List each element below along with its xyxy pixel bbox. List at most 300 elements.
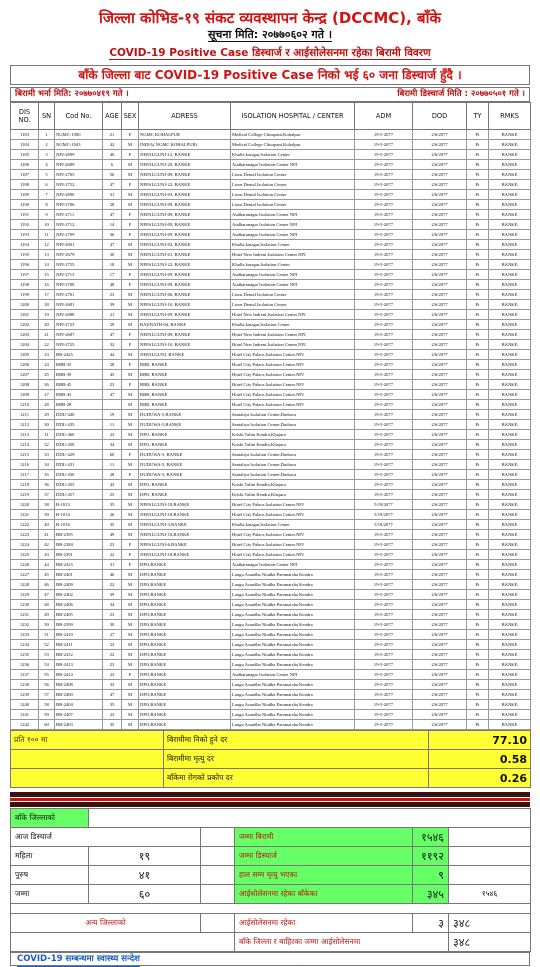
table-cell: NPJ-2690 bbox=[55, 190, 103, 200]
health-message-footer bbox=[10, 952, 530, 966]
table-cell: Pt bbox=[467, 190, 489, 200]
total-value: ६० bbox=[89, 885, 201, 904]
table-cell: DPO,BANKE bbox=[139, 650, 231, 660]
table-cell: NEPALGUNJ-22, BANKE bbox=[139, 180, 231, 190]
table-cell: 35 bbox=[103, 720, 122, 730]
table-cell: BANKE bbox=[489, 420, 531, 430]
table-cell: DDU-440 bbox=[55, 410, 103, 420]
table-cell: Pt bbox=[467, 230, 489, 240]
table-cell: DPO,BANKE bbox=[139, 700, 231, 710]
table-row bbox=[11, 430, 531, 440]
table-cell: Pt bbox=[467, 520, 489, 530]
table-cell: 2/6/2077 bbox=[413, 570, 467, 580]
table-cell: 1219 bbox=[11, 490, 39, 500]
table-cell: RBB, BANKE bbox=[139, 400, 231, 410]
table-cell: 1210 bbox=[11, 400, 39, 410]
active-rate-value: 0.26 bbox=[429, 769, 531, 788]
table-cell: 19-5-2077 bbox=[355, 690, 413, 700]
table-cell: 19-5-2077 bbox=[355, 560, 413, 570]
table-cell: Laugu Asaudha Niudha Paramarsha Kendra bbox=[231, 650, 355, 660]
table-cell: 47 bbox=[103, 180, 122, 190]
table-row bbox=[11, 350, 531, 360]
table-cell: 56 bbox=[103, 170, 122, 180]
table-cell: DUDUWA-5, BANKE bbox=[139, 470, 231, 480]
table-cell: RBB, BANKE bbox=[139, 370, 231, 380]
table-cell: Pt bbox=[467, 220, 489, 230]
table-cell: NEPALGUNJ-18,BANKE bbox=[139, 510, 231, 520]
table-cell bbox=[103, 400, 122, 410]
table-cell: 2/6/2077 bbox=[413, 560, 467, 570]
table-cell: 18 bbox=[39, 300, 55, 310]
table-cell: Pt bbox=[467, 640, 489, 650]
table-cell: 2/6/2077 bbox=[413, 490, 467, 500]
table-cell: M bbox=[122, 240, 139, 250]
table-cell: 2/6/2077 bbox=[413, 380, 467, 390]
table-row bbox=[11, 270, 531, 280]
column-header: AGE bbox=[103, 103, 122, 130]
table-cell: 1196 bbox=[11, 260, 39, 270]
table-cell: F bbox=[122, 670, 139, 680]
table-cell: Pt bbox=[467, 260, 489, 270]
table-cell: 23 bbox=[103, 710, 122, 720]
table-row bbox=[11, 490, 531, 500]
table-cell: Pt bbox=[467, 530, 489, 540]
table-row bbox=[11, 240, 531, 250]
table-cell: 2/6/2077 bbox=[413, 610, 467, 620]
table-cell: BANKE bbox=[489, 630, 531, 640]
table-cell: M bbox=[122, 250, 139, 260]
table-row bbox=[11, 690, 531, 700]
table-cell: 19-5-2077 bbox=[355, 640, 413, 650]
table-cell: Pt bbox=[467, 180, 489, 190]
table-cell: RBB-45 bbox=[55, 380, 103, 390]
table-cell: 19-5-2077 bbox=[355, 230, 413, 240]
table-row bbox=[11, 170, 531, 180]
table-cell: 19-5-2077 bbox=[355, 280, 413, 290]
table-row bbox=[11, 340, 531, 350]
table-cell: NEPALGUNJ-6,BANKE bbox=[139, 540, 231, 550]
table-cell: 1226 bbox=[11, 560, 39, 570]
table-cell: 35 bbox=[103, 520, 122, 530]
table-cell: Pt bbox=[467, 380, 489, 390]
table-cell: Khulla karagar,Isolation Center bbox=[231, 240, 355, 250]
table-cell: 1218 bbox=[11, 480, 39, 490]
table-cell: 3 bbox=[39, 150, 55, 160]
table-cell: 19-5-2077 bbox=[355, 620, 413, 630]
table-cell: Krishi Talim Kendra,Khajura bbox=[231, 480, 355, 490]
table-cell: F bbox=[122, 450, 139, 460]
table-cell: 19-5-2077 bbox=[355, 570, 413, 580]
table-cell: 38 bbox=[39, 500, 55, 510]
table-cell: NEPALGUNJ-09, BANKE bbox=[139, 200, 231, 210]
table-cell: DDU-458 bbox=[55, 440, 103, 450]
table-cell: NPJ-2723 bbox=[55, 320, 103, 330]
table-cell: NEPALGUNJ-02, BANKE bbox=[139, 240, 231, 250]
column-header: RMKS bbox=[489, 103, 531, 130]
table-cell: NEPALGUNJ-18,BANKE bbox=[139, 500, 231, 510]
table-cell: 47 bbox=[103, 390, 122, 400]
table-cell: Khulla karagar,Isolation Center bbox=[231, 150, 355, 160]
table-cell: 8 bbox=[39, 200, 55, 210]
table-cell: 51 bbox=[39, 630, 55, 640]
table-cell: DPO, BANKE bbox=[139, 440, 231, 450]
table-cell: BB-2425 bbox=[55, 350, 103, 360]
table-cell: 19-5-2077 bbox=[355, 610, 413, 620]
table-cell: F bbox=[122, 180, 139, 190]
table-cell: M bbox=[122, 260, 139, 270]
table-cell: DUDUWA-5, BANKE bbox=[139, 460, 231, 470]
table-cell: F bbox=[122, 270, 139, 280]
column-header: ADM bbox=[355, 103, 413, 130]
table-cell: BB-2400 bbox=[55, 690, 103, 700]
table-cell: M bbox=[122, 290, 139, 300]
table-cell: NPJ-2752 bbox=[55, 180, 103, 190]
other-isolation-label: आईसोलेसनमा रहेका bbox=[235, 914, 413, 933]
table-row bbox=[11, 450, 531, 460]
table-cell: 13 bbox=[39, 250, 55, 260]
health-message-text: COVID-19 सम्बन्धमा स्वास्थ्य सन्देश bbox=[17, 953, 140, 967]
table-cell: DUDUWA-5,BANKE bbox=[139, 410, 231, 420]
table-cell: 2/6/2077 bbox=[413, 270, 467, 280]
table-cell: BANKE bbox=[489, 610, 531, 620]
table-row bbox=[11, 630, 531, 640]
table-cell: 1229 bbox=[11, 590, 39, 600]
table-cell: M bbox=[122, 440, 139, 450]
table-cell: Pt bbox=[467, 300, 489, 310]
table-cell: 47 bbox=[103, 690, 122, 700]
table-cell: 1193 bbox=[11, 230, 39, 240]
table-cell: F bbox=[122, 380, 139, 390]
table-cell: Khulla karagar,Isolation Center bbox=[231, 260, 355, 270]
table-cell: M bbox=[122, 680, 139, 690]
table-cell: Audharanagar Isolation Center NPJ bbox=[231, 160, 355, 170]
table-cell: Audharanagar Isolation Center NPJ bbox=[231, 210, 355, 220]
table-cell: BANKE bbox=[489, 540, 531, 550]
column-header: ADRESS bbox=[139, 103, 231, 130]
total-label: जम्मा bbox=[11, 885, 89, 904]
table-cell: 2/6/2077 bbox=[413, 220, 467, 230]
table-cell: 52 bbox=[39, 640, 55, 650]
table-cell: BANKE bbox=[489, 600, 531, 610]
table-cell: NPJ-2701 bbox=[55, 290, 103, 300]
table-cell: Pt bbox=[467, 200, 489, 210]
table-cell: 1203 bbox=[11, 330, 39, 340]
table-cell: 47 bbox=[39, 590, 55, 600]
table-cell: BANKE bbox=[489, 350, 531, 360]
table-cell: 1227 bbox=[11, 570, 39, 580]
table-cell: 60 bbox=[39, 720, 55, 730]
table-cell: 1233 bbox=[11, 630, 39, 640]
table-cell: DPO,BANKE bbox=[139, 710, 231, 720]
table-cell: DPO,BANKE bbox=[139, 560, 231, 570]
table-cell: 1240 bbox=[11, 700, 39, 710]
table-cell: 2/6/2077 bbox=[413, 260, 467, 270]
table-cell: Hotel City Palace,Isolation Center,NPJ bbox=[231, 360, 355, 370]
discharge-banner: बाँके जिल्ला बाट COVID-19 Positive Case निको भई ६० जना डिस्चार्ज हुँदै । bbox=[10, 65, 530, 85]
male-label: पुरुष bbox=[11, 866, 89, 885]
table-cell: DDU-460 bbox=[55, 430, 103, 440]
table-cell: 1231 bbox=[11, 610, 39, 620]
table-cell: BANKE bbox=[489, 670, 531, 680]
table-cell: 19-5-2077 bbox=[355, 360, 413, 370]
table-cell: Hotel City Palace,Isolation Center,NPJ bbox=[231, 510, 355, 520]
table-cell: BANKE bbox=[489, 570, 531, 580]
table-cell: 5 bbox=[39, 170, 55, 180]
table-cell: BANKE bbox=[489, 390, 531, 400]
table-cell: BANKE bbox=[489, 550, 531, 560]
table-cell: BB-2402 bbox=[55, 590, 103, 600]
table-cell: 57 bbox=[39, 690, 55, 700]
table-cell: Laugu Asaudha Niudha Paramarsha Kendra bbox=[231, 660, 355, 670]
table-cell: Laugu Asaudha Niudha Paramarsha Kendra bbox=[231, 630, 355, 640]
table-cell: Pt bbox=[467, 540, 489, 550]
table-cell: 2/6/2077 bbox=[413, 210, 467, 220]
table-cell: Laugu Asaudha Niudha Paramarsha Kendra bbox=[231, 710, 355, 720]
table-row bbox=[11, 520, 531, 530]
table-cell: 19-5-2077 bbox=[355, 310, 413, 320]
table-cell: 39 bbox=[103, 590, 122, 600]
table-cell: M bbox=[122, 190, 139, 200]
table-cell: RBB-39 bbox=[55, 370, 103, 380]
table-cell: 19-5-2077 bbox=[355, 480, 413, 490]
table-cell: Pt bbox=[467, 290, 489, 300]
table-cell: Pt bbox=[467, 400, 489, 410]
table-cell: Pt bbox=[467, 680, 489, 690]
table-cell: 1217 bbox=[11, 470, 39, 480]
table-cell: 1195 bbox=[11, 250, 39, 260]
table-cell: NPJ-2712 bbox=[55, 220, 103, 230]
table-cell: BANKE bbox=[489, 200, 531, 210]
table-cell: NEPALGUNJ-09, BANKE bbox=[139, 210, 231, 220]
table-cell: 2/6/2077 bbox=[413, 250, 467, 260]
table-cell: 2/6/2077 bbox=[413, 370, 467, 380]
table-cell: Pt bbox=[467, 310, 489, 320]
district-label: बाँके जिल्लाको bbox=[11, 809, 89, 828]
total-discharge-label: जम्मा डिस्चार्ज bbox=[235, 847, 413, 866]
table-cell: BANKE bbox=[489, 260, 531, 270]
table-cell: BANKE bbox=[489, 510, 531, 520]
table-cell: 46 bbox=[39, 580, 55, 590]
table-cell: BB-2395 bbox=[55, 530, 103, 540]
table-cell: 19-5-2077 bbox=[355, 590, 413, 600]
table-cell: M bbox=[122, 650, 139, 660]
table-cell: 19-5-2077 bbox=[355, 450, 413, 460]
table-cell: BANKE bbox=[489, 290, 531, 300]
table-cell: BANKE bbox=[489, 300, 531, 310]
table-cell: DPO,BANKE bbox=[139, 580, 231, 590]
table-cell: M bbox=[122, 300, 139, 310]
table-cell: RBB, BANKE bbox=[139, 380, 231, 390]
table-cell: 1197 bbox=[11, 270, 39, 280]
table-cell: M bbox=[122, 720, 139, 730]
table-cell: Pt bbox=[467, 700, 489, 710]
table-cell: Pt bbox=[467, 250, 489, 260]
recovery-rate-value: 77.10 bbox=[429, 731, 531, 750]
table-cell: 21 bbox=[39, 330, 55, 340]
recovery-rate-row bbox=[11, 731, 531, 750]
column-header: SEX bbox=[122, 103, 139, 130]
table-cell: 1242 bbox=[11, 720, 39, 730]
table-cell: 1198 bbox=[11, 280, 39, 290]
table-cell: Pt bbox=[467, 710, 489, 720]
table-cell: 1225 bbox=[11, 550, 39, 560]
table-cell: M bbox=[122, 320, 139, 330]
table-cell: 1200 bbox=[11, 300, 39, 310]
table-cell: Pt bbox=[467, 590, 489, 600]
isolation-banke-value: ३४५ bbox=[413, 885, 449, 904]
table-cell: F bbox=[122, 540, 139, 550]
table-cell: DPO,BANKE bbox=[139, 610, 231, 620]
table-cell: DDU-455 bbox=[55, 480, 103, 490]
table-cell: 19-5-2077 bbox=[355, 550, 413, 560]
table-cell: M bbox=[122, 620, 139, 630]
table-cell: 1230 bbox=[11, 600, 39, 610]
table-cell: 21 bbox=[103, 130, 122, 140]
table-cell: NPJ-2705 bbox=[55, 170, 103, 180]
table-cell: F bbox=[122, 130, 139, 140]
table-cell: 1184 bbox=[11, 140, 39, 150]
table-row bbox=[11, 620, 531, 630]
table-cell: BANKE bbox=[489, 380, 531, 390]
page-title: जिल्ला कोभिड-१९ संकट व्यवस्थापन केन्द्र (DCCMC), बाँके bbox=[99, 9, 441, 27]
table-cell: 1187 bbox=[11, 170, 39, 180]
table-cell: NEPALGUNJ-03, BANKE bbox=[139, 190, 231, 200]
discharge-date: बिरामी डिस्चार्ज मिति : २०७७०५०१ गते । bbox=[397, 89, 525, 99]
notice-date-text: सूचना मिति: २०७७०६०२ गते । bbox=[207, 28, 333, 41]
table-cell: 2/6/2077 bbox=[413, 720, 467, 730]
table-cell: F bbox=[122, 360, 139, 370]
table-cell: Pt bbox=[467, 370, 489, 380]
table-cell: Pt bbox=[467, 330, 489, 340]
table-cell: BANKE bbox=[489, 400, 531, 410]
table-row bbox=[11, 190, 531, 200]
table-row bbox=[11, 330, 531, 340]
table-cell: Pt bbox=[467, 280, 489, 290]
table-cell: Pt bbox=[467, 620, 489, 630]
table-cell: Hotel City Palace,Isolation Center,NPJ bbox=[231, 500, 355, 510]
table-cell: 19-5-2077 bbox=[355, 650, 413, 660]
table-cell: 28 bbox=[103, 360, 122, 370]
table-cell: Audharanagar Isolation Center NPJ bbox=[231, 270, 355, 280]
table-cell: 19-5-2077 bbox=[355, 380, 413, 390]
table-cell: M bbox=[122, 530, 139, 540]
table-cell: BANKE bbox=[489, 360, 531, 370]
table-cell: 59 bbox=[39, 710, 55, 720]
table-cell: M bbox=[122, 140, 139, 150]
table-cell: 36 bbox=[103, 230, 122, 240]
table-row bbox=[11, 480, 531, 490]
table-cell: BANKE bbox=[489, 180, 531, 190]
table-cell: 2/6/2077 bbox=[413, 540, 467, 550]
table-cell: 19-5-2077 bbox=[355, 540, 413, 550]
male-row bbox=[11, 866, 531, 885]
table-cell: Pt bbox=[467, 430, 489, 440]
table-cell: NGMC-1000 bbox=[55, 130, 103, 140]
column-header: SN bbox=[39, 103, 55, 130]
table-cell: Pt bbox=[467, 240, 489, 250]
table-cell: BANKE bbox=[489, 240, 531, 250]
table-row bbox=[11, 400, 531, 410]
table-cell: 7 bbox=[39, 190, 55, 200]
table-cell: 35 bbox=[103, 700, 122, 710]
table-cell: Khulla karagar,Isolation Center bbox=[231, 320, 355, 330]
table-cell: 30 bbox=[103, 620, 122, 630]
table-cell: 2/6/2077 bbox=[413, 200, 467, 210]
table-cell: F bbox=[122, 550, 139, 560]
table-cell: 2/6/2077 bbox=[413, 590, 467, 600]
table-cell: F bbox=[122, 280, 139, 290]
table-cell: NPJ-2681 bbox=[55, 300, 103, 310]
table-cell: 42 bbox=[39, 540, 55, 550]
table-cell: M bbox=[122, 400, 139, 410]
table-cell: Pt bbox=[467, 670, 489, 680]
table-cell: 43 bbox=[39, 550, 55, 560]
table-cell: M bbox=[122, 410, 139, 420]
table-cell: 35 bbox=[39, 470, 55, 480]
blank-cell bbox=[449, 828, 531, 847]
table-cell: 2/6/2077 bbox=[413, 180, 467, 190]
table-cell: NEPALGUNJ-06, BANKE bbox=[139, 290, 231, 300]
table-cell: M bbox=[122, 490, 139, 500]
table-cell: Santaliya Isolation Center,Dudawa bbox=[231, 470, 355, 480]
table-cell: M bbox=[122, 200, 139, 210]
separator-bar-red bbox=[10, 798, 530, 801]
table-row bbox=[11, 410, 531, 420]
mortality-rate-row bbox=[11, 750, 531, 769]
table-cell: 1221 bbox=[11, 510, 39, 520]
table-cell: 22 bbox=[103, 550, 122, 560]
total-patients-value: १५४६ bbox=[413, 828, 449, 847]
table-cell: RBB, BANKE bbox=[139, 360, 231, 370]
table-cell: BANKE bbox=[489, 430, 531, 440]
table-cell: Laugu Asaudha Niudha Paramarsha Kendra bbox=[231, 640, 355, 650]
table-cell: 48 bbox=[39, 600, 55, 610]
table-cell: 2/6/2077 bbox=[413, 410, 467, 420]
active-rate-row bbox=[11, 769, 531, 788]
table-cell: Pt bbox=[467, 490, 489, 500]
table-cell: NPJ-2708 bbox=[55, 280, 103, 290]
table-cell: Pt bbox=[467, 140, 489, 150]
table-cell: BB-2384 bbox=[55, 540, 103, 550]
table-row bbox=[11, 680, 531, 690]
table-cell: 19-5-2077 bbox=[355, 670, 413, 680]
table-cell: F bbox=[122, 340, 139, 350]
table-cell: DDU-431 bbox=[55, 460, 103, 470]
table-cell: 1186 bbox=[11, 160, 39, 170]
table-cell: 5/19/2077 bbox=[355, 510, 413, 520]
table-cell: 48 bbox=[103, 280, 122, 290]
table-cell: 28 bbox=[103, 470, 122, 480]
table-cell: 1220 bbox=[11, 500, 39, 510]
table-row bbox=[11, 540, 531, 550]
table-cell: 36 bbox=[39, 480, 55, 490]
table-cell: Pt bbox=[467, 130, 489, 140]
table-cell: NPJ-2691 bbox=[55, 240, 103, 250]
table-cell: 2/6/2077 bbox=[413, 620, 467, 630]
table-cell: 2/6/2077 bbox=[413, 710, 467, 720]
table-cell: 2/6/2077 bbox=[413, 280, 467, 290]
table-cell: 19-5-2077 bbox=[355, 330, 413, 340]
table-cell: M bbox=[122, 600, 139, 610]
table-cell: NEPALGUNJ-18,BANKE bbox=[139, 550, 231, 560]
total-row bbox=[11, 885, 531, 904]
table-cell: 19-5-2077 bbox=[355, 460, 413, 470]
table-row bbox=[11, 140, 531, 150]
table-cell: 2/6/2077 bbox=[413, 550, 467, 560]
table-cell: 19-5-2077 bbox=[355, 390, 413, 400]
table-cell: 49 bbox=[39, 610, 55, 620]
table-cell: DPO, BANKE bbox=[139, 480, 231, 490]
